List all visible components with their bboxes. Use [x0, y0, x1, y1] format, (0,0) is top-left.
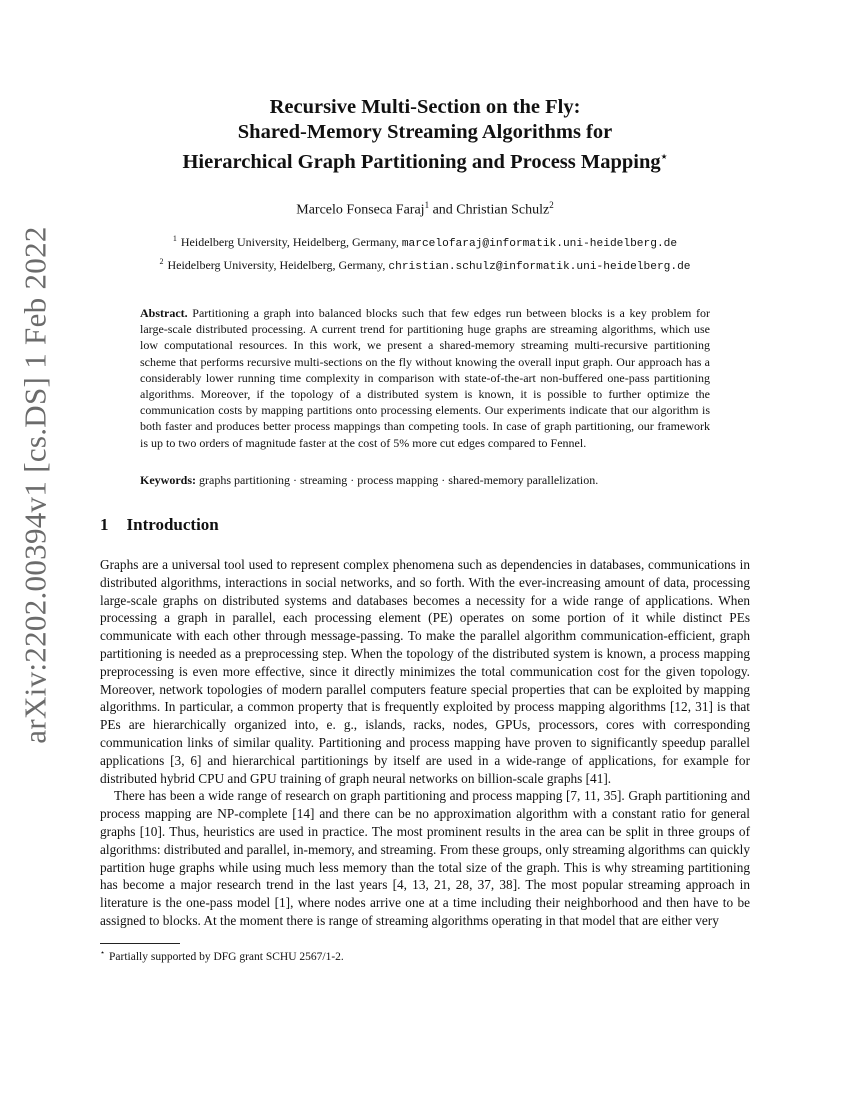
affiliation-1-text: Heidelberg University, Heidelberg, Germany,	[180, 235, 399, 249]
footnote-text: Partially supported by DFG grant SCHU 2567/1-2.	[109, 950, 344, 963]
affiliation-2-text: Heidelberg University, Heidelberg, Germany,	[167, 258, 386, 272]
arxiv-identifier-stamp	[10, 226, 62, 744]
section-title: Introduction	[126, 515, 219, 534]
paragraph-2: There has been a wide range of research on graph partitioning and process mapping [7, 11, 35]. Graph partitioning and process mapping are NP-complete [14] and there can be no approximation algorithm with a constant ratio for general graphs [10]. Thus, heuristics are used in practice. The most prominent results in the area can be split in three groups of algorithms: distributed and parallel, in-memory, and streaming. From these groups, only streaming algorithms can quickly partition huge graphs while using much less memory than the total size of the graph. This is why streaming partitioning has become a major research trend in the last years [4, 13, 21, 28, 37, 38]. The most popular streaming approach in literature is the one-pass model [1], where nodes arrive one at a time including their neighborhood and then have to be assigned to blocks. At the moment there is range of streaming algorithms operating in that model that are either very	[100, 788, 750, 928]
affiliation-2-mark: 2	[159, 257, 164, 266]
affiliation-1-email[interactable]: marcelofaraj@informatik.uni-heidelberg.de	[401, 238, 678, 250]
title-line-3-text: Hierarchical Graph Partitioning and Process Mapping	[182, 151, 661, 173]
keywords-text: graphs partitioning · streaming · process mapping · shared-memory parallelization.	[199, 473, 599, 487]
title-line-2: Shared-Memory Streaming Algorithms for	[237, 121, 613, 143]
keywords	[140, 472, 710, 488]
keywords-label: Keywords:	[140, 473, 196, 487]
abstract	[140, 305, 710, 451]
title-line-1: Recursive Multi-Section on the Fly:	[269, 96, 581, 118]
footnote-mark: ⋆	[100, 948, 106, 957]
title-star-mark: ⋆	[660, 151, 668, 163]
introduction-body	[100, 556, 750, 930]
abstract-label: Abstract.	[140, 306, 188, 320]
section-heading-introduction	[100, 515, 219, 535]
footnote-divider	[100, 943, 180, 944]
affiliation-1-mark: 1	[172, 234, 177, 243]
author-conjunction: and	[432, 202, 453, 218]
affiliation-1	[100, 230, 750, 253]
author-list	[100, 200, 750, 219]
abstract-text: Partitioning a graph into balanced blocks such that few edges run between blocks is a key problem for large-scale distributed processing. A current trend for partitioning huge graphs are streaming algorithms, which use low computational resources. In this work, we present a shared-memory streaming multi-recursive partitioning scheme that performs recursive multi-sections on the fly without knowing the overall input graph. Our approach has a considerably lower running time complexity in comparison with state-of-the-art non-buffered one-pass partitioning algorithms. Moreover, if the topology of a distributed system is known, it is possible to further optimize the communication costs by mapping partitions onto processing elements. Our experiments indicate that our algorithm is both faster and produces better process mappings than competing tools. In case of graph partitioning, our framework is up to two orders of magnitude faster at the cost of 5% more cut edges compared to Fennel.	[140, 306, 710, 450]
paragraph-1: Graphs are a universal tool used to represent complex phenomena such as dependencies in databases, communications in distributed algorithms, interactions in social networks, and so forth. With the ever-increasing amount of data, processing large-scale graphs on distributed systems and databases becomes a necessity for a wide range of applications. When processing a graph in parallel, each processing element (PE) operates on some portion of it while distinct PEs communicate with each other through message-passing. To make the parallel algorithm communication-efficient, graph partitioning is needed as a preprocessing step. When the topology of the distributed system is known, a process mapping preprocessing is even more effective, since it directly minimizes the total communication cost for the given topology. Moreover, network topologies of modern parallel computers feature special properties that can be exploited by mapping algorithms. In particular, a common property that is frequently exploited by process mapping algorithms [12, 31] is that PEs are hierarchically organized into, e. g., islands, racks, nodes, GPUs, processors, cores with corresponding communication links of similar quality. Partitioning and process mapping have proven to significantly speedup parallel applications [3, 6] and hierarchical partitionings by itself are used in a wide-range of applications, for example for distributed hybrid CPU and GPU training of graph neural networks on billion-scale graphs [41].	[100, 557, 750, 786]
title-line-3	[100, 145, 750, 175]
paper-title	[100, 95, 750, 175]
author-2: Christian Schulz	[456, 202, 550, 218]
arxiv-identifier-text: arXiv:2202.00394v1 [cs.DS] 1 Feb 2022	[18, 226, 53, 744]
section-number: 1	[100, 515, 109, 534]
footnote	[100, 948, 344, 963]
author-1-mark: 1	[424, 200, 430, 210]
affiliation-2	[100, 253, 750, 276]
author-1: Marcelo Fonseca Faraj	[296, 202, 425, 218]
author-2-mark: 2	[549, 200, 554, 210]
affiliation-2-email[interactable]: christian.schulz@informatik.uni-heidelberg.de	[388, 261, 691, 273]
affiliations	[100, 230, 750, 276]
